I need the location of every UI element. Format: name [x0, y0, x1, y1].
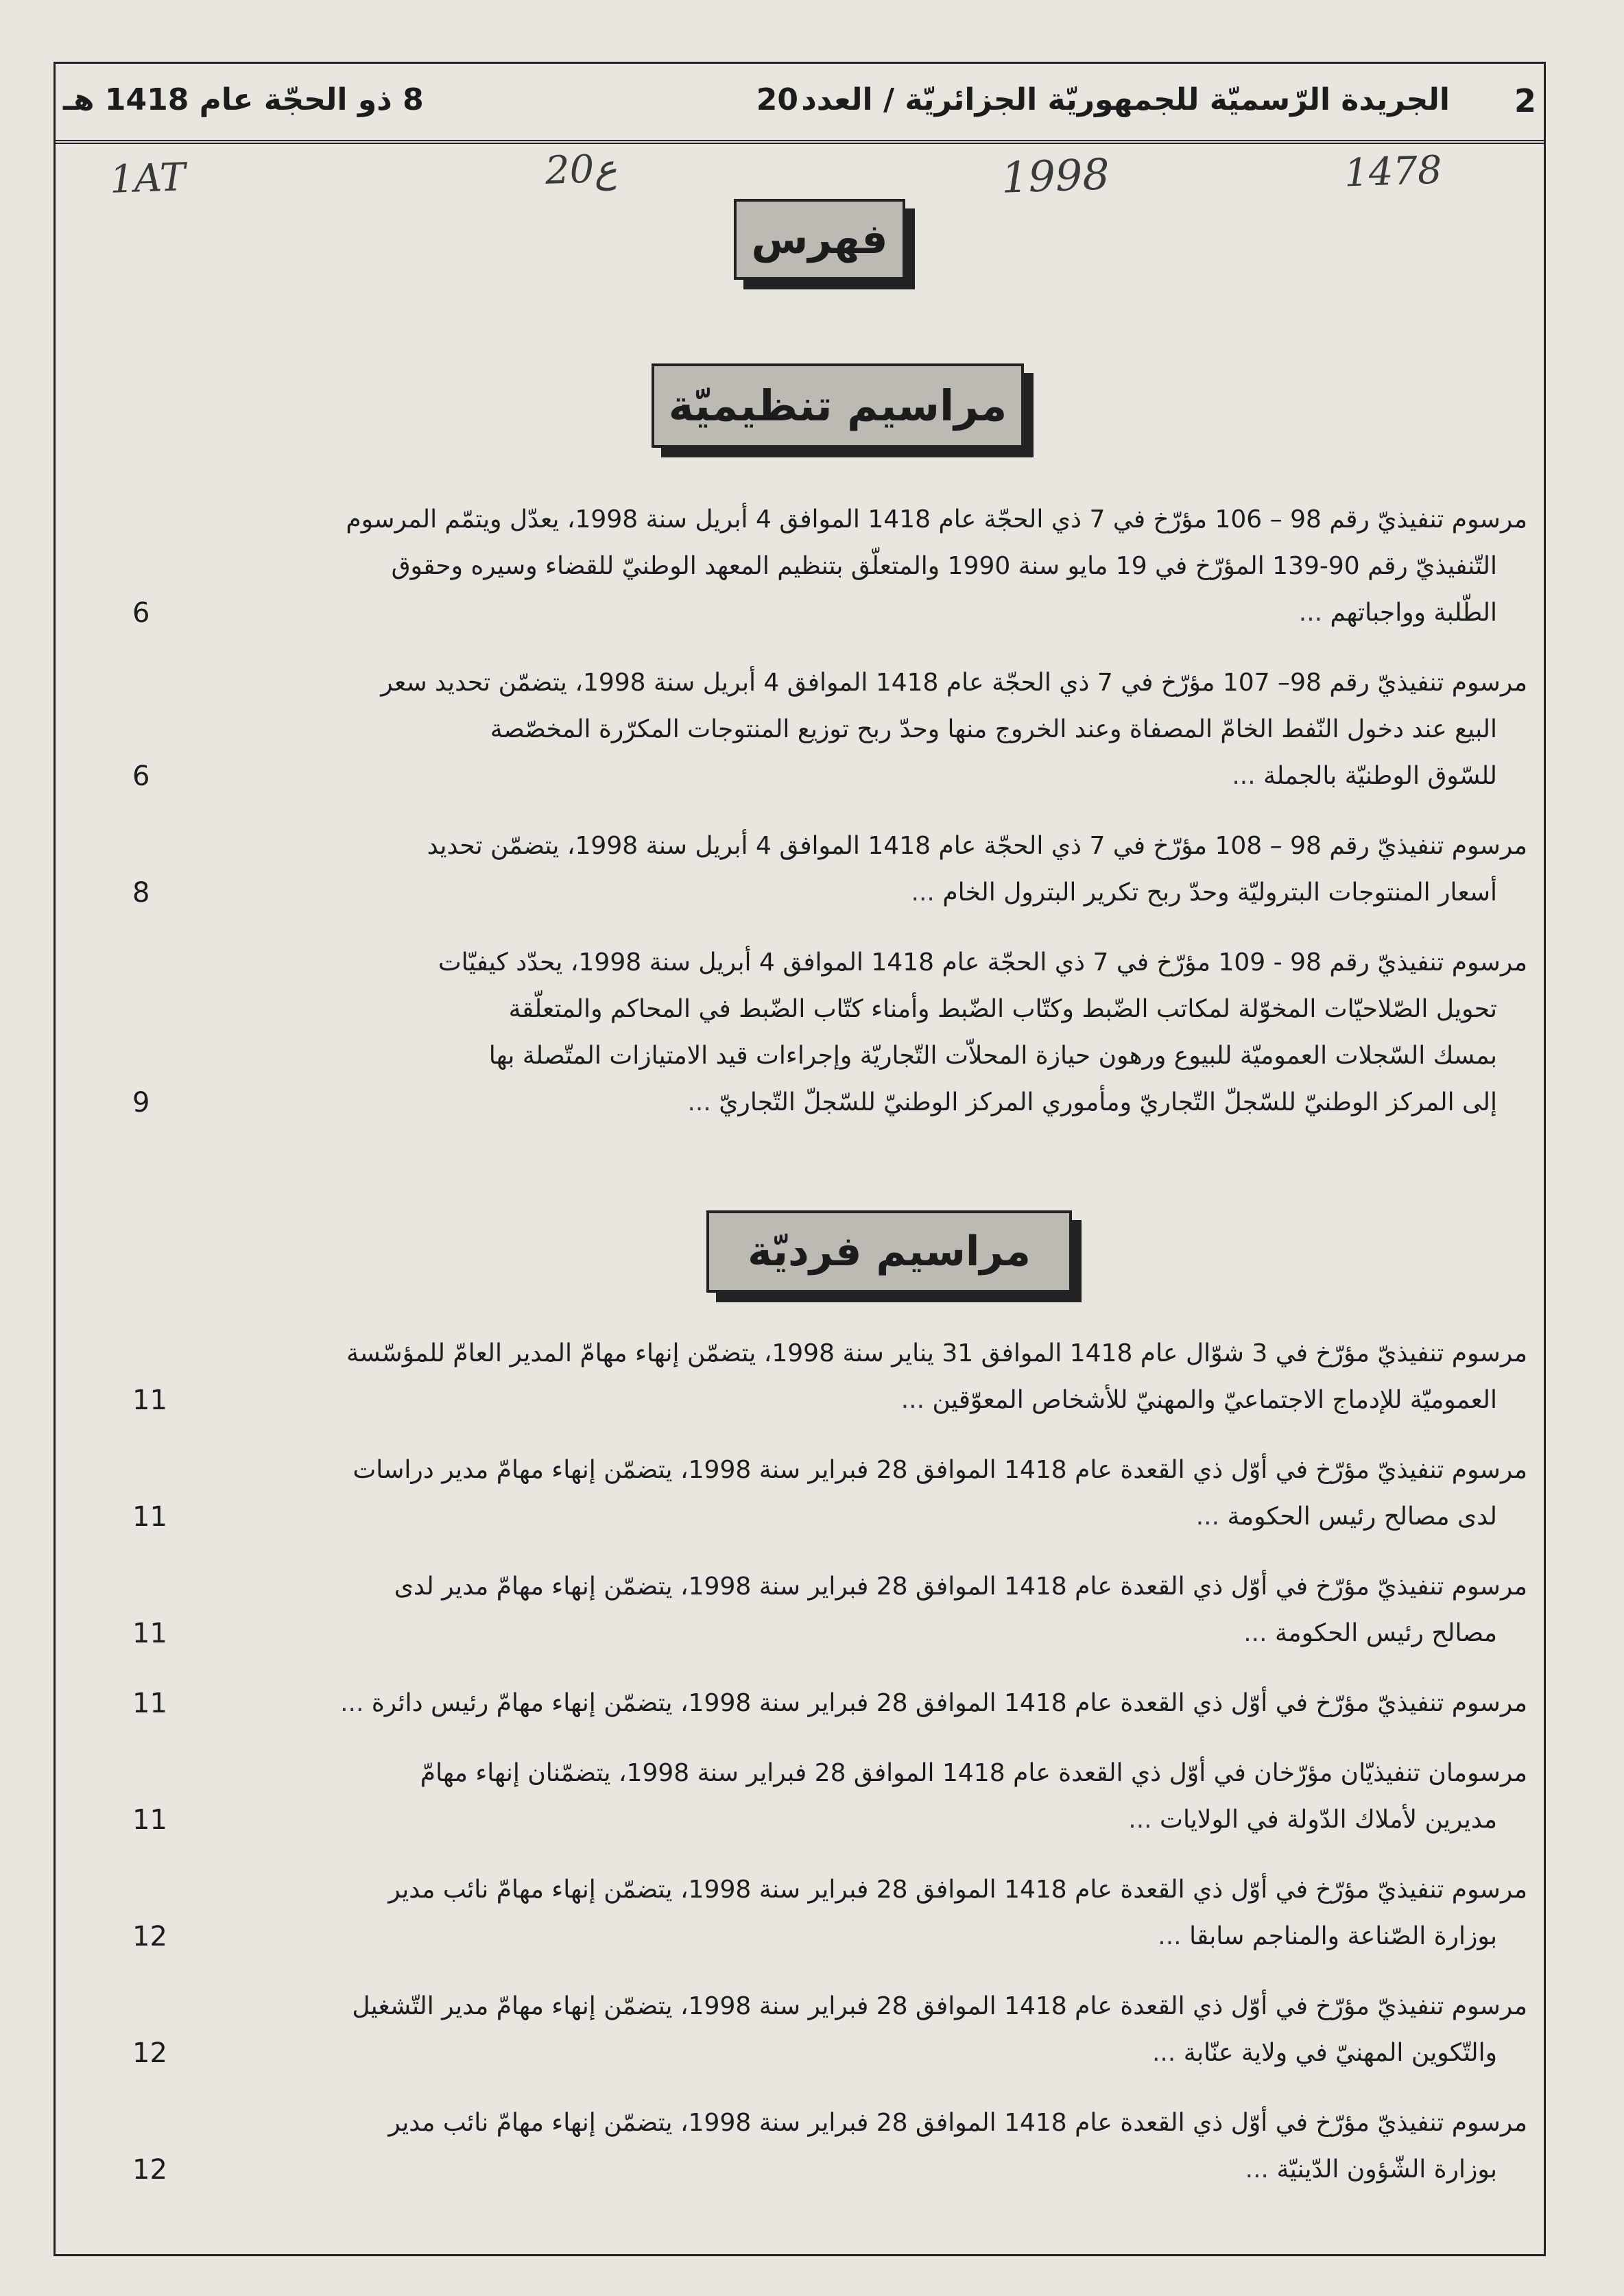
- dot-leader: ...: [1245, 2155, 1277, 2184]
- toc-entry: [120, 1447, 1527, 1540]
- individual-decrees-title: مراسيم فرديّة: [748, 1228, 1031, 1276]
- toc-entry-text: العموميّة للإدماج الاجتماعيّ والمهنيّ للأشخاص المعوّقين: [932, 1386, 1497, 1414]
- toc-entry: [120, 660, 1527, 800]
- dot-leader: ...: [1232, 762, 1264, 790]
- toc-entry: [120, 823, 1527, 916]
- toc-entry-text: مرسوم تنفيذيّ مؤرّخ في أوّل ذي القعدة عام 1418 الموافق 28 فبراير سنة 1998، يتضمّن إنهاء مهامّ نائب مدير: [388, 2109, 1527, 2137]
- toc-entry-text: إلى المركز الوطنيّ للسّجلّ التّجاريّ ومأموري المركز الوطنيّ للسّجلّ التّجاريّ: [719, 1088, 1497, 1116]
- toc-page-number: 11: [132, 1385, 167, 1416]
- toc-entry-text: مرسوم تنفيذيّ مؤرّخ في 3 شوّال عام 1418 الموافق 31 يناير سنة 1998، يتضمّن إنهاء مهامّ المدير العامّ للمؤسّسة: [346, 1339, 1527, 1367]
- toc-page-number: 11: [132, 1688, 167, 1719]
- dot-leader: ...: [1243, 1619, 1275, 1647]
- toc-entry-text: بمسك السّجلات العموميّة للبيوع ورهون حيازة المحلاّت التّجاريّة وإجراءات قيد الامتيازات المتّصلة بها: [488, 1042, 1497, 1070]
- toc-page-number: 11: [132, 1618, 167, 1649]
- toc-entry-line: [120, 1079, 1527, 1126]
- toc-entry-line: [120, 2030, 1527, 2077]
- toc-entry-text: للسّوق الوطنيّة بالجملة: [1263, 762, 1497, 790]
- toc-page-number: 8: [132, 877, 150, 909]
- toc-entry-text: بوزارة الصّناعة والمناجم سابقا: [1189, 1922, 1497, 1950]
- dot-leader: ...: [687, 1088, 719, 1116]
- toc-entry: [120, 497, 1527, 636]
- toc-entry-line: [120, 753, 1527, 800]
- toc-entry: [120, 1867, 1527, 1960]
- regulatory-decrees-title-box: [652, 363, 1024, 448]
- handwritten-note: 20ع: [544, 146, 618, 193]
- toc-entry-text: لدى مصالح رئيس الحكومة: [1227, 1503, 1497, 1531]
- toc-entry-text: مرسوم تنفيذيّ مؤرّخ في أوّل ذي القعدة عام 1418 الموافق 28 فبراير سنة 1998، يتضمّن إنهاء مهامّ نائب مدير: [388, 1876, 1527, 1904]
- dot-leader: ...: [1298, 599, 1330, 627]
- toc-entry-text: مرسوم تنفيذيّ مؤرّخ في أوّل ذي القعدة عام 1418 الموافق 28 فبراير سنة 1998، يتضمّن إنهاء مهامّ مدير لدى: [394, 1572, 1527, 1601]
- toc-entry-text: مرسوم تنفيذيّ مؤرّخ في أوّل ذي القعدة عام 1418 الموافق 28 فبراير سنة 1998، يتضمّن إنهاء مهامّ مدير التّشغيل: [352, 1992, 1527, 2020]
- toc-entry-text: مرسوم تنفيذيّ مؤرّخ في أوّل ذي القعدة عام 1418 الموافق 28 فبراير سنة 1998، يتضمّن إنهاء مهامّ رئيس دائرة: [371, 1689, 1527, 1717]
- dot-leader: ...: [340, 1689, 372, 1717]
- toc-entry-line: [120, 823, 1527, 870]
- dot-leader: ...: [1158, 1922, 1190, 1950]
- toc-entry-line: [120, 1564, 1527, 1610]
- index-title-box: [734, 199, 905, 280]
- toc-entry-text: تحويل الصّلاحيّات المخوّلة لمكاتب الضّبط وكتّاب الضّبط وأمناء كتّاب الضّبط في المحاكم والمتعلّقة: [508, 995, 1497, 1023]
- gazette-header: [53, 62, 1546, 144]
- toc-entry-line: [120, 1867, 1527, 1913]
- individual-decrees-title-box: [706, 1210, 1072, 1293]
- toc-entry-line: [120, 1494, 1527, 1540]
- toc-page-number: 9: [132, 1087, 150, 1119]
- toc-entry-text: مرسوم تنفيذيّ مؤرّخ في أوّل ذي القعدة عام 1418 الموافق 28 فبراير سنة 1998، يتضمّن إنهاء مهامّ مدير دراسات: [353, 1456, 1527, 1484]
- toc-entry-line: [120, 660, 1527, 706]
- toc-entry-text: والتّكوين المهنيّ في ولاية عنّابة: [1183, 2039, 1497, 2067]
- toc-entry-text: بوزارة الشّؤون الدّينيّة: [1276, 2155, 1497, 2184]
- toc-entry: [120, 940, 1527, 1126]
- individual-decrees-list: [120, 1330, 1527, 2216]
- toc-entry-line: [120, 1983, 1527, 2030]
- toc-entry-line: [120, 940, 1527, 986]
- toc-page-number: 6: [132, 597, 150, 629]
- regulatory-decrees-list: [120, 497, 1527, 1149]
- handwritten-year: 1998: [1000, 149, 1111, 203]
- toc-entry: [120, 2100, 1527, 2193]
- index-title: فهرس: [751, 215, 888, 263]
- toc-entry: [120, 1750, 1527, 1843]
- toc-entry-line: [120, 1377, 1527, 1424]
- toc-page-number: 11: [132, 1501, 167, 1533]
- toc-entry-text: مديرين لأملاك الدّولة في الولايات: [1160, 1806, 1497, 1834]
- dot-leader: ...: [900, 1386, 933, 1414]
- toc-page-number: 12: [132, 2154, 167, 2186]
- dot-leader: ...: [911, 878, 943, 907]
- toc-entry-line: [120, 590, 1527, 636]
- toc-entry-line: [120, 986, 1527, 1033]
- toc-entry-text: الطّلبة وواجباتهم: [1330, 599, 1497, 627]
- toc-entry-line: [120, 1033, 1527, 1079]
- toc-entry: [120, 1680, 1527, 1727]
- toc-entry-line: [120, 1447, 1527, 1494]
- toc-entry-line: [120, 1913, 1527, 1960]
- toc-entry-text: أسعار المنتوجات البتروليّة وحدّ ربح تكرير البترول الخام: [942, 878, 1497, 907]
- toc-entry: [120, 1983, 1527, 2077]
- toc-entry-text: مرسوم تنفيذيّ رقم 98 – 108 مؤرّخ في 7 ذي الحجّة عام 1418 الموافق 4 أبريل سنة 1998، يتضمّن تحديد: [427, 832, 1527, 860]
- toc-entry-text: مرسومان تنفيذيّان مؤرّخان في أوّل ذي القعدة عام 1418 الموافق 28 فبراير سنة 1998، يتضمّنان إنهاء مهامّ: [420, 1759, 1527, 1787]
- toc-entry-line: [120, 1680, 1527, 1727]
- toc-page-number: 6: [132, 761, 150, 792]
- toc-entry-line: [120, 2100, 1527, 2146]
- header-issue-number: 20: [756, 82, 798, 117]
- dot-leader: ...: [1151, 2039, 1184, 2067]
- toc-entry-text: مرسوم تنفيذيّ رقم 98 - 109 مؤرّخ في 7 ذي الحجّة عام 1418 الموافق 4 أبريل سنة 1998، يحدّد كيفيّات: [438, 948, 1527, 977]
- toc-entry-line: [120, 1330, 1527, 1377]
- header-publication-title: الجريدة الرّسميّة للجمهوريّة الجزائريّة / العدد: [801, 82, 1450, 117]
- toc-entry: [120, 1564, 1527, 1657]
- dot-leader: ...: [1195, 1503, 1228, 1531]
- toc-entry-line: [120, 1797, 1527, 1843]
- toc-page-number: 12: [132, 2037, 167, 2069]
- toc-entry-line: [120, 543, 1527, 590]
- toc-entry-line: [120, 1610, 1527, 1657]
- toc-page-number: 12: [132, 1921, 167, 1952]
- toc-entry-text: البيع عند دخول النّفط الخامّ المصفاة وعند الخروج منها وحدّ ربح توزيع المنتوجات المكرّرة المخصّصة: [490, 715, 1497, 743]
- handwritten-note: 1478: [1343, 147, 1443, 196]
- header-page-number: 2: [1514, 82, 1536, 119]
- regulatory-decrees-title: مراسيم تنظيميّة: [668, 381, 1007, 431]
- header-date: 8 ذو الحجّة عام 1418 هـ: [63, 82, 424, 117]
- toc-entry-line: [120, 706, 1527, 753]
- toc-entry-line: [120, 497, 1527, 543]
- toc-entry-text: التّنفيذيّ رقم 90-139 المؤرّخ في 19 مايو سنة 1990 والمتعلّق بتنظيم المعهد الوطنيّ للقضاء وسيره وحقوق: [391, 552, 1497, 580]
- toc-entry: [120, 1330, 1527, 1424]
- handwritten-note: 1AT: [108, 155, 187, 202]
- toc-entry-text: مرسوم تنفيذيّ رقم 98 – 106 مؤرّخ في 7 ذي الحجّة عام 1418 الموافق 4 أبريل سنة 1998، يعدّل ويتمّم المرسوم: [346, 505, 1527, 534]
- toc-entry-line: [120, 2146, 1527, 2193]
- toc-page-number: 11: [132, 1804, 167, 1836]
- toc-entry-line: [120, 870, 1527, 916]
- toc-entry-text: مرسوم تنفيذيّ رقم 98– 107 مؤرّخ في 7 ذي الحجّة عام 1418 الموافق 4 أبريل سنة 1998، يتضمّن تحديد سعر: [381, 669, 1527, 697]
- toc-entry-line: [120, 1750, 1527, 1797]
- dot-leader: ...: [1128, 1806, 1160, 1834]
- toc-entry-text: مصالح رئيس الحكومة: [1275, 1619, 1497, 1647]
